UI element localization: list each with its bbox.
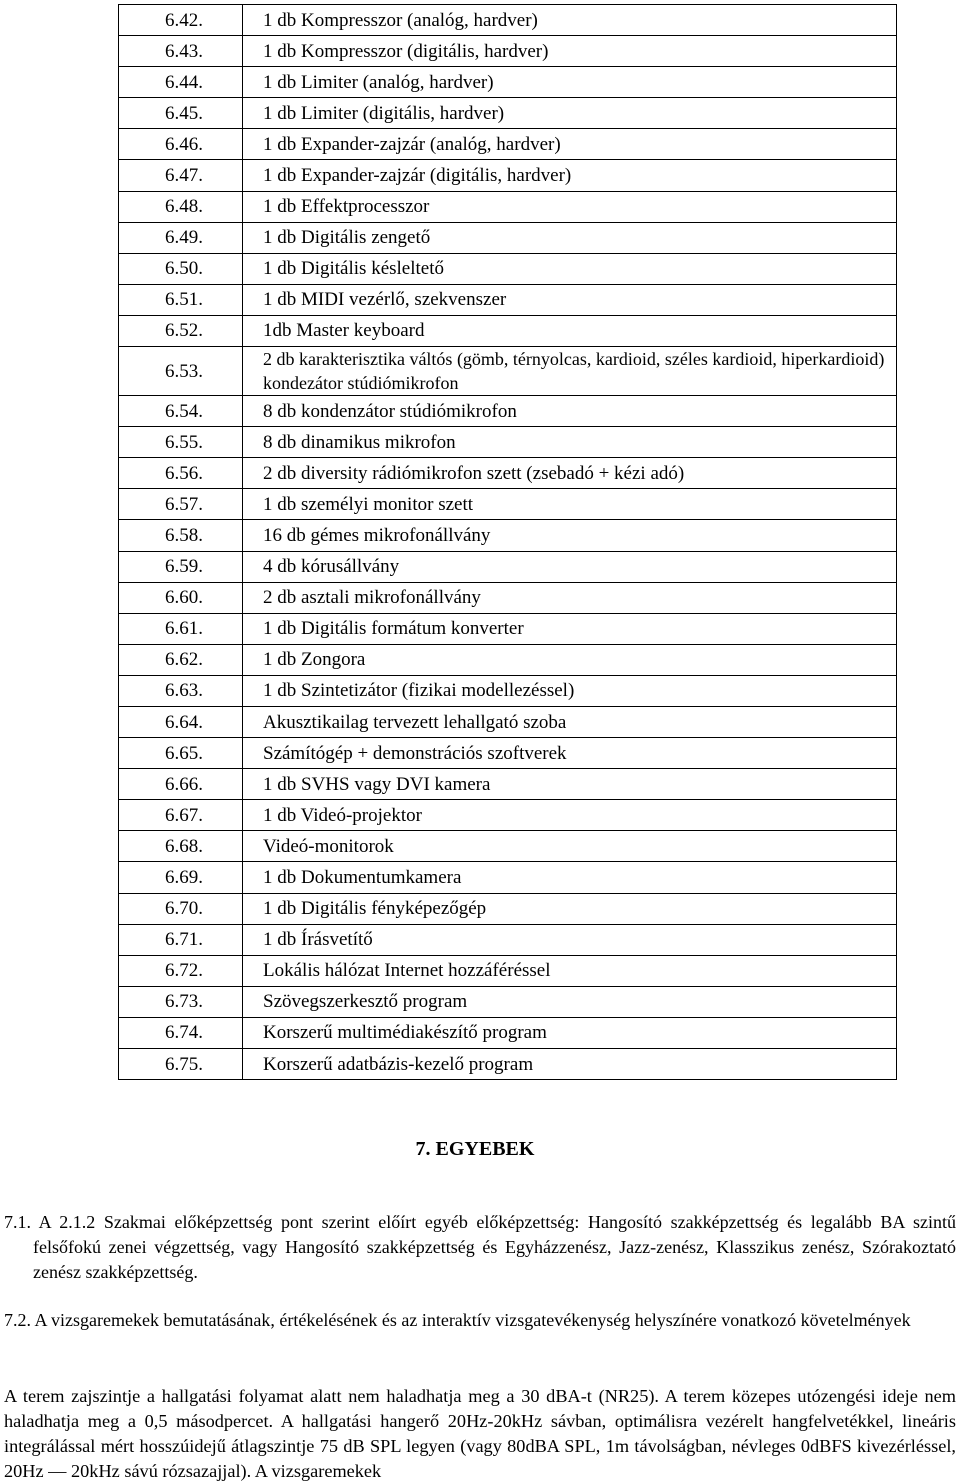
table-row — [119, 347, 897, 396]
item-number: 6.68. — [119, 831, 243, 862]
item-number: 6.52. — [119, 315, 243, 346]
item-number: 6.44. — [119, 67, 243, 98]
item-description: 1 db Videó-projektor — [243, 800, 897, 831]
item-number: 6.70. — [119, 893, 243, 924]
item-number: 6.58. — [119, 520, 243, 551]
item-number: 6.60. — [119, 582, 243, 613]
table-row — [119, 613, 897, 644]
item-description: Szövegszerkesztő program — [243, 986, 897, 1017]
table-row — [119, 160, 897, 191]
item-description: 1 db Írásvetítő — [243, 924, 897, 955]
table-row — [119, 36, 897, 67]
item-description: 1 db Limiter (analóg, hardver) — [243, 67, 897, 98]
item-description: 1 db Effektprocesszor — [243, 191, 897, 222]
item-description: Videó-monitorok — [243, 831, 897, 862]
paragraph-7-2: 7.2. A vizsgaremekek bemutatásának, értékelésének és az interaktív vizsgatevékenység helyszínére vonatkozó követelmények — [4, 1310, 911, 1330]
table-row — [119, 986, 897, 1017]
table-row — [119, 315, 897, 346]
item-number: 6.65. — [119, 738, 243, 769]
table-row — [119, 1017, 897, 1048]
table-row — [119, 862, 897, 893]
item-number: 6.56. — [119, 458, 243, 489]
table-row — [119, 427, 897, 458]
table-row — [119, 284, 897, 315]
item-description: 8 db dinamikus mikrofon — [243, 427, 897, 458]
table-row — [119, 831, 897, 862]
item-description: 1 db Limiter (digitális, hardver) — [243, 98, 897, 129]
item-description: 1 db MIDI vezérlő, szekvenszer — [243, 284, 897, 315]
item-description: 4 db kórusállvány — [243, 551, 897, 582]
item-description: 1 db Dokumentumkamera — [243, 862, 897, 893]
table-row — [119, 98, 897, 129]
item-number: 6.67. — [119, 800, 243, 831]
table-row — [119, 706, 897, 737]
item-number: 6.46. — [119, 129, 243, 160]
item-description: 1 db Digitális késleltető — [243, 253, 897, 284]
item-description: 1 db SVHS vagy DVI kamera — [243, 769, 897, 800]
item-description: 2 db asztali mikrofonállvány — [243, 582, 897, 613]
item-description: 1 db Kompresszor (digitális, hardver) — [243, 36, 897, 67]
item-number: 6.69. — [119, 862, 243, 893]
item-description: 1 db Digitális zengető — [243, 222, 897, 253]
item-number: 6.54. — [119, 396, 243, 427]
table-row — [119, 955, 897, 986]
item-number: 6.49. — [119, 222, 243, 253]
item-description: Számítógép + demonstrációs szoftverek — [243, 738, 897, 769]
table-row — [119, 520, 897, 551]
item-description: 1 db Digitális fényképezőgép — [243, 893, 897, 924]
item-description: 2 db diversity rádiómikrofon szett (zsebadó + kézi adó) — [243, 458, 897, 489]
table-row — [119, 253, 897, 284]
item-description: 1 db Kompresszor (analóg, hardver) — [243, 5, 897, 36]
paragraph-7-1: 7.1. A 2.1.2 Szakmai előképzettség pont szerint előírt egyéb előképzettség: Hangosító szakképzettség és legalább BA szintű felsőfokú zenei végzettség, vagy Hangosító szakképzettség és Egyházzenész, Jazz-zenész, Klasszikus zenész, Szórakoztató zenész szakképzettség. — [4, 1212, 956, 1282]
item-number: 6.48. — [119, 191, 243, 222]
equipment-table-body — [119, 5, 897, 1080]
item-description: Korszerű multimédiakészítő program — [243, 1017, 897, 1048]
item-number: 6.72. — [119, 955, 243, 986]
item-number: 6.66. — [119, 769, 243, 800]
item-description: Lokális hálózat Internet hozzáféréssel — [243, 955, 897, 986]
table-row — [119, 551, 897, 582]
table-row — [119, 191, 897, 222]
item-number: 6.55. — [119, 427, 243, 458]
table-row — [119, 67, 897, 98]
item-description: 8 db kondenzátor stúdiómikrofon — [243, 396, 897, 427]
item-number: 6.62. — [119, 644, 243, 675]
table-row — [119, 5, 897, 36]
item-description: 1 db személyi monitor szett — [243, 489, 897, 520]
item-number: 6.53. — [119, 347, 243, 396]
item-number: 6.47. — [119, 160, 243, 191]
table-row — [119, 129, 897, 160]
item-number: 6.74. — [119, 1017, 243, 1048]
item-number: 6.75. — [119, 1049, 243, 1080]
item-number: 6.43. — [119, 36, 243, 67]
item-description: 1 db Expander-zajzár (analóg, hardver) — [243, 129, 897, 160]
table-row — [119, 800, 897, 831]
table-row — [119, 893, 897, 924]
item-number: 6.64. — [119, 706, 243, 737]
item-number: 6.61. — [119, 613, 243, 644]
item-description: 1 db Expander-zajzár (digitális, hardver) — [243, 160, 897, 191]
table-row — [119, 222, 897, 253]
table-row — [119, 675, 897, 706]
item-description: 1db Master keyboard — [243, 315, 897, 346]
item-number: 6.51. — [119, 284, 243, 315]
table-row — [119, 396, 897, 427]
paragraph-noise-requirements: A terem zajszintje a hallgatási folyamat alatt nem haladhatja meg a 30 dBA-t (NR25). A terem közepes utózengési ideje nem haladhatja meg a 0,5 másodpercet. A hallgatási hangerő 20Hz-20kHz sávban, optimálisra vezérelt hangfelvetékkel, lineáris integrálással mért hosszúidejű átlagszintje 75 dB SPL legyen (vagy 80dBA SPL, 1m távolságban, névleges 0dBFS kivezérléssel, 20Hz — 20kHz sávú rózsazajjal). A vizsgaremekek — [4, 1386, 956, 1481]
table-row — [119, 924, 897, 955]
item-description: 1 db Szintetizátor (fizikai modellezéssel) — [243, 675, 897, 706]
equipment-table — [118, 4, 897, 1080]
item-number: 6.63. — [119, 675, 243, 706]
table-row — [119, 738, 897, 769]
item-number: 6.73. — [119, 986, 243, 1017]
item-number: 6.57. — [119, 489, 243, 520]
table-row — [119, 769, 897, 800]
item-number: 6.71. — [119, 924, 243, 955]
table-row — [119, 489, 897, 520]
item-description: 1 db Zongora — [243, 644, 897, 675]
item-number: 6.59. — [119, 551, 243, 582]
item-description: 16 db gémes mikrofonállvány — [243, 520, 897, 551]
item-description: 2 db karakterisztika váltós (gömb, térnyolcas, kardioid, széles kardioid, hiperkardioid) kondezátor stúdiómikrofon — [243, 347, 897, 396]
item-number: 6.45. — [119, 98, 243, 129]
item-description: 1 db Digitális formátum konverter — [243, 613, 897, 644]
table-row — [119, 582, 897, 613]
table-row — [119, 1049, 897, 1080]
item-number: 6.50. — [119, 253, 243, 284]
table-row — [119, 458, 897, 489]
item-number: 6.42. — [119, 5, 243, 36]
table-row — [119, 644, 897, 675]
item-description: Korszerű adatbázis-kezelő program — [243, 1049, 897, 1080]
section-title: 7. EGYEBEK — [415, 1138, 535, 1160]
item-description: Akusztikailag tervezett lehallgató szoba — [243, 706, 897, 737]
